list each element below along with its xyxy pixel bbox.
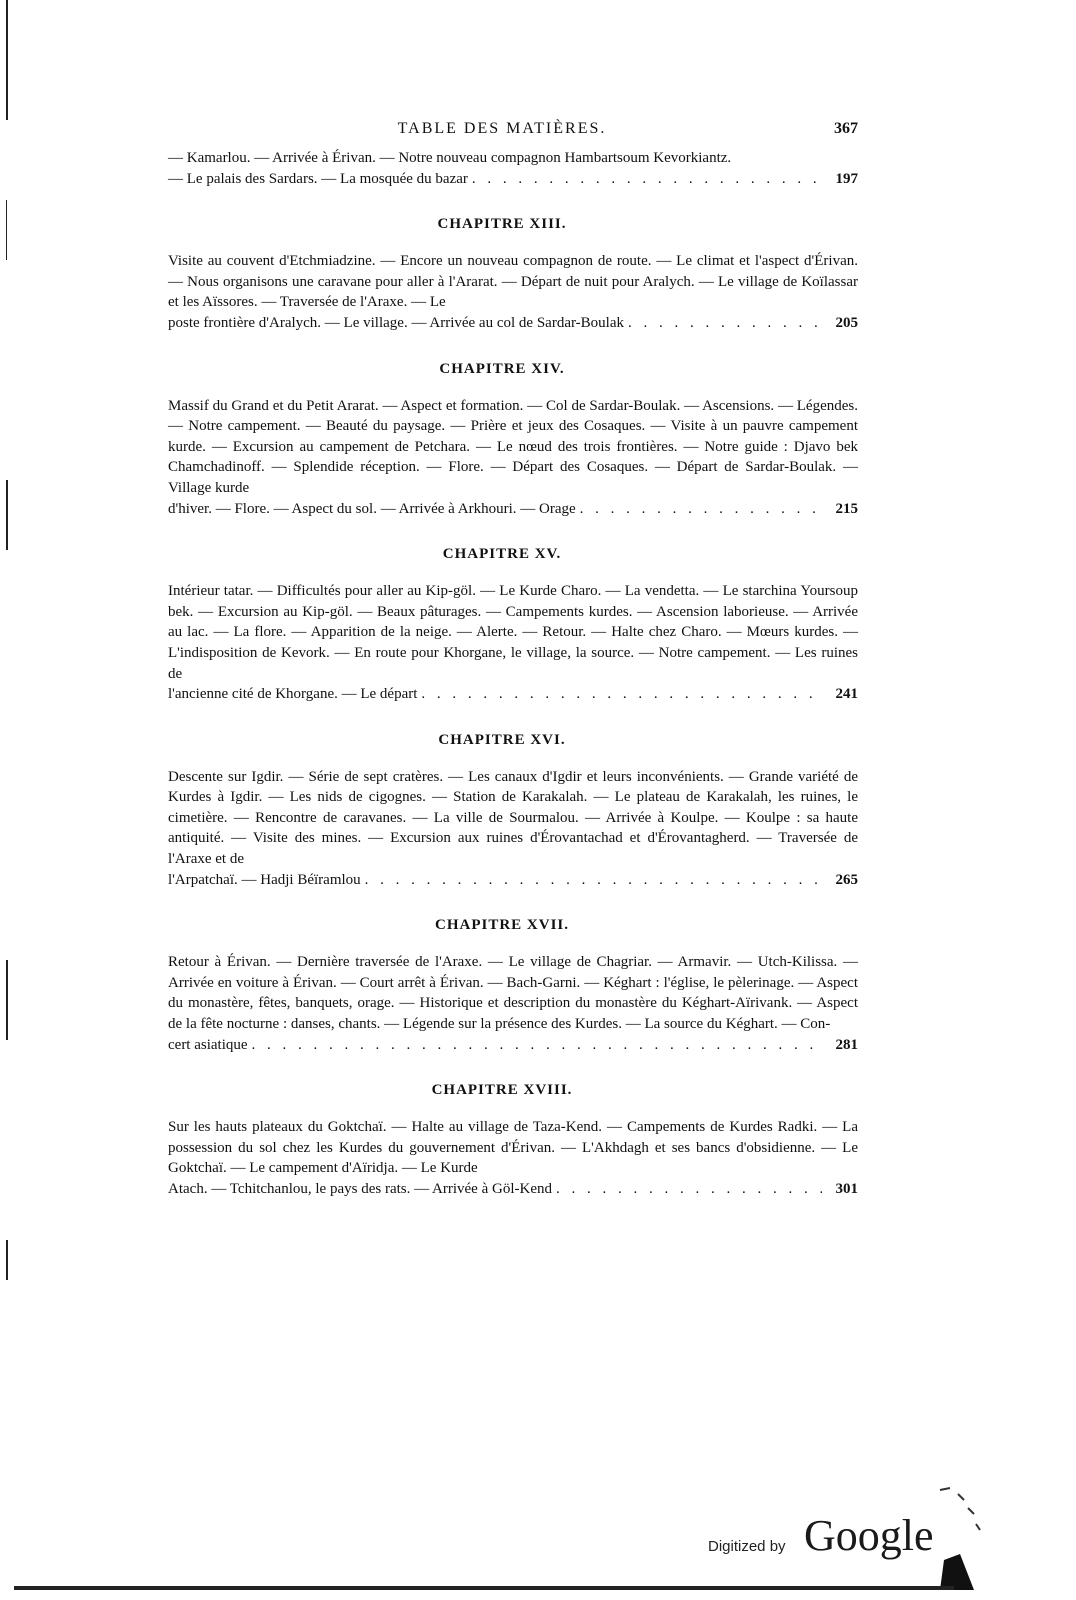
intro-line: — Kamarlou. — Arrivée à Érivan. — Notre nouveau compagnon Hambartsoum Kevorkiantz.	[168, 150, 732, 166]
toc-entry	[146, 396, 858, 520]
google-logo: Google	[804, 1511, 934, 1560]
dot-leader	[252, 1035, 822, 1056]
chapter-last-line	[168, 1035, 858, 1056]
page-number: 367	[834, 120, 858, 137]
dot-leader	[580, 499, 822, 520]
chapter-last-text: cert asiatique	[168, 1036, 248, 1053]
watermark-prefix: Digitized by	[708, 1538, 786, 1555]
toc-entry	[146, 251, 858, 333]
toc-entry	[146, 952, 858, 1055]
digitized-by-watermark	[708, 1510, 948, 1570]
chapter-last-text: Atach. — Tchitchanlou, le pays des rats. — Arrivée à Göl-Kend	[168, 1181, 552, 1197]
scan-bottom-edge	[14, 1586, 954, 1590]
dot-leader	[628, 313, 822, 334]
chapter-summary: Massif du Grand et du Petit Ararat. — Aspect et formation. — Col de Sardar-Boulak. — Ascensions. — Légendes. — Notre campement. — Beauté du paysage. — Prière et jeux des Cosaques. — Visite à un pauvre campement kurde. — Excursion au campement de Petchara. — Le nœud des trois frontières. — Notre guide : Djavo bek Chamchadinoff. — Splendide réception. — Flore. — Départ des Cosaques. — Départ de Sardar-Boulak. — Village kurde	[168, 397, 858, 496]
chapter-last-line	[168, 684, 858, 705]
toc-entry-intro	[146, 148, 858, 189]
chapter-summary: Retour à Érivan. — Dernière traversée de l'Araxe. — Le village de Chagriar. — Armavir. — Utch-Kilissa. — Arrivée en voiture à Érivan. — Court arrêt à Érivan. — Bach-Garni. — Kéghart : l'église, le pèlerinage. — Aspect du monastère, fêtes, banquets, orage. — Historique et description du monastère du Kéghart-Aïrivank. — Aspect de la fête nocturne : danses, chants. — Légende sur la présence des Kurdes. — La source du Kéghart. — Con-	[168, 954, 858, 1033]
chapter-heading: CHAPITRE XV.	[442, 546, 562, 563]
running-title: TABLE DES MATIÈRES.	[397, 120, 607, 137]
chapter-heading: CHAPITRE XIV.	[439, 360, 565, 377]
toc-page-ref: 205	[835, 314, 858, 331]
running-head	[146, 120, 858, 144]
chapter-summary: Intérieur tatar. — Difficultés pour aller au Kip-göl. — Le Kurde Charo. — La vendetta. — Le starchina Yoursoup bek. — Excursion au Kip-göl. — Beaux pâturages. — Campements kurdes. — Ascension laborieuse. — Arrivée au lac. — La flore. — Apparition de la neige. — Alerte. — Retour. — Halte chez Charo. — Mœurs kurdes. — L'indisposition de Kevork. — En route pour Khorgane, le village, la source. — Notre campement. — Les ruines de	[168, 583, 858, 682]
chapter-heading: CHAPITRE XIII.	[437, 216, 567, 233]
scan-edge-marks	[4, 0, 12, 1600]
chapter-summary: Visite au couvent d'Etchmiadzine. — Encore un nouveau compagnon de route. — Le climat et l'aspect d'Érivan. — Nous organisons une caravane pour aller à l'Ararat. — Départ de nuit pour Aralych. — Le village de Koïlassar et les Aïssores. — Traversée de l'Araxe. — Le	[168, 253, 858, 311]
chapter-last-text: l'Arpatchaï. — Hadji Béïramlou	[168, 871, 361, 888]
dot-leader	[421, 684, 822, 705]
toc-entry	[146, 767, 858, 891]
dot-leader	[365, 870, 822, 891]
chapter-last-line	[168, 499, 858, 520]
chapter-last-text: d'hiver. — Flore. — Aspect du sol. — Arrivée à Arkhouri. — Orage	[168, 500, 576, 517]
toc-page-ref: 265	[835, 871, 858, 888]
toc-page-ref: 301	[835, 1181, 858, 1197]
toc-page-ref: 197	[835, 170, 858, 187]
dot-leader	[556, 1179, 822, 1200]
chapter-heading: CHAPITRE XVI.	[438, 731, 566, 748]
toc-page-ref: 281	[835, 1036, 858, 1053]
table-of-contents	[146, 148, 858, 1200]
toc-page-ref: 241	[835, 686, 858, 703]
chapter-heading: CHAPITRE XVII.	[434, 917, 569, 934]
chapter-last-text: poste frontière d'Aralych. — Le village. — Arrivée au col de Sardar-Boulak	[168, 314, 624, 331]
toc-page-ref: 215	[835, 500, 858, 517]
chapter-last-line	[168, 313, 858, 334]
intro-last-line	[168, 169, 858, 190]
chapter-last-text: l'ancienne cité de Khorgane. — Le départ	[168, 686, 418, 703]
dot-leader	[472, 169, 822, 190]
chapter-last-line	[168, 870, 858, 891]
chapter-last-line	[168, 1179, 858, 1200]
chapter-heading: CHAPITRE XVIII.	[431, 1082, 573, 1099]
chapter-summary: Sur les hauts plateaux du Goktchaï. — Halte au village de Taza-Kend. — Campements de Kurdes Radki. — La possession du sol chez les Kurdes du gouvernement d'Érivan. — L'Akhdagh et ses bancs d'obsidienne. — Le Goktchaï. — Le campement d'Aïridja. — Le Kurde	[168, 1119, 858, 1177]
toc-entry	[146, 1117, 858, 1199]
chapter-summary: Descente sur Igdir. — Série de sept cratères. — Les canaux d'Igdir et leurs inconvénients. — Grande variété de Kurdes à Igdir. — Les nids de cigognes. — Station de Karakalah. — Le plateau de Karakalah, les ruines, le cimetière. — Rencontre de caravanes. — La ville de Sourmalou. — Arrivée à Koulpe. — Koulpe : sa haute antiquité. — Visite des mines. — Excursion aux ruines d'Érovantachad et d'Érovantagherd. — Traversée de l'Araxe et de	[168, 768, 858, 868]
toc-entry	[146, 581, 858, 705]
intro-last-text: — Le palais des Sardars. — La mosquée du bazar	[168, 170, 468, 187]
